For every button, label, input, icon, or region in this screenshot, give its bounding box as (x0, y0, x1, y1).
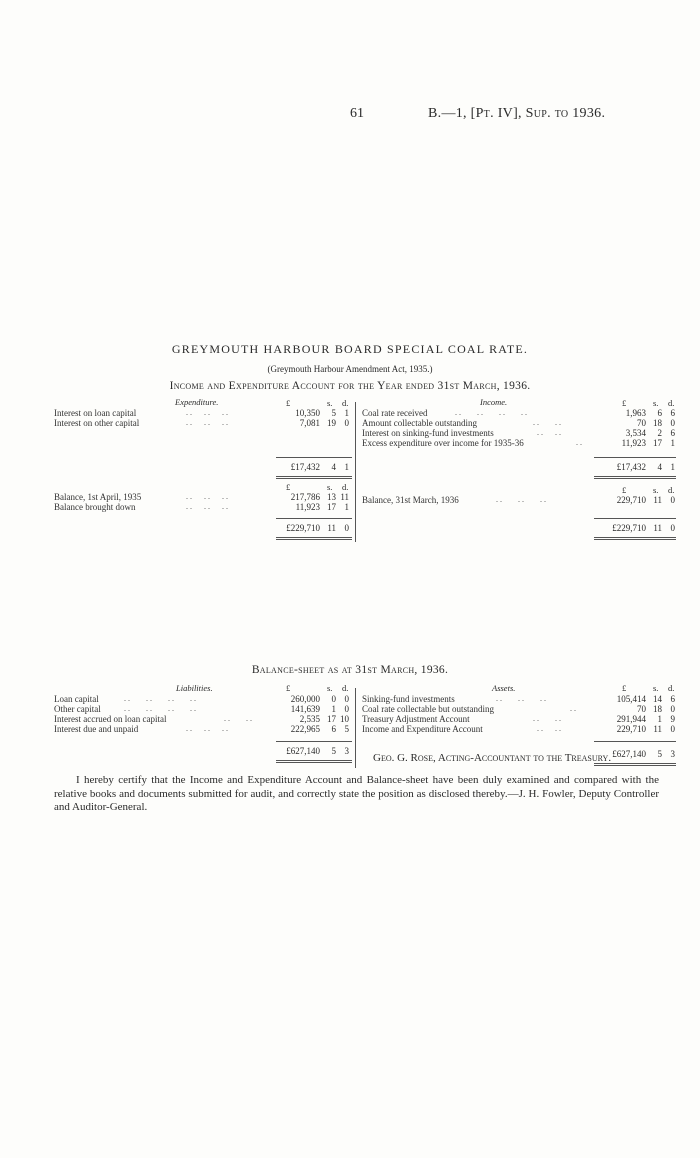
currency-head-pounds: £ (622, 683, 627, 693)
currency-head-pounds: £ (286, 398, 291, 408)
amount-pence: 6 (670, 408, 675, 418)
amount-pence: 0 (344, 418, 349, 428)
balance-right-total-pounds: £229,710 (612, 523, 646, 533)
table-row-label: Interest due and unpaid (54, 724, 139, 734)
table-row-label: Treasury Adjustment Account (362, 714, 470, 724)
currency-head-pounds: £ (622, 485, 627, 495)
amount-shillings: 2 (657, 428, 662, 438)
currency-head-shillings: s. (327, 482, 333, 492)
amount-shillings: 19 (327, 418, 336, 428)
currency-head-pence: d. (668, 398, 675, 408)
currency-head-shillings: s. (653, 485, 659, 495)
amount-pence: 0 (670, 704, 675, 714)
currency-head-pence: d. (668, 683, 675, 693)
expenditure-total-pounds: £17,432 (290, 462, 320, 472)
amount-shillings: 11 (653, 495, 662, 505)
table-row-label: Balance, 31st March, 1936 (362, 495, 459, 505)
amount-pounds: 229,710 (616, 495, 646, 505)
amount-pence: 9 (670, 714, 675, 724)
assets-total-pence: 3 (670, 749, 675, 759)
amount-pence: 0 (670, 724, 675, 734)
amount-pence: 1 (344, 408, 349, 418)
liabilities-total-pounds: £627,140 (286, 746, 320, 756)
accountant-signature: Geo. G. Rose, Acting-Accountant to the Treasury. (373, 752, 612, 764)
currency-head-pence: d. (342, 683, 349, 693)
table-row-label: Interest on loan capital (54, 408, 137, 418)
table-row-label: Loan capital (54, 694, 99, 704)
balance-right-total-shillings: 11 (653, 523, 662, 533)
amount-pounds: 1,963 (625, 408, 646, 418)
amount-pounds: 2,535 (299, 714, 320, 724)
balance-right-total-pence: 0 (670, 523, 675, 533)
page-number: 61 (350, 106, 364, 121)
table-row-label: Sinking-fund investments (362, 694, 455, 704)
table-row-label: Amount collectable outstanding (362, 418, 477, 428)
amount-pounds: 11,923 (295, 502, 320, 512)
account-heading: Income and Expenditure Account for the Year ended 31st March, 1936. (169, 380, 531, 392)
income-total-shillings: 4 (657, 462, 662, 472)
assets-total-pounds: £627,140 (612, 749, 646, 759)
amount-shillings: 6 (657, 408, 662, 418)
table-row-label: Balance brought down (54, 502, 136, 512)
amount-pence: 0 (670, 418, 675, 428)
audit-certificate: I hereby certify that the Income and Expenditure Account and Balance-sheet have been duly examined and compared with the relative books and documents submitted for audit, and correctly state the position as disclosed thereby.—J. H. Fowler, Deputy Controller and Auditor-General. (54, 774, 659, 813)
amount-pence: 0 (344, 694, 349, 704)
amount-pounds: 105,414 (616, 694, 646, 704)
amount-pounds: 222,965 (290, 724, 320, 734)
currency-head-pence: d. (342, 482, 349, 492)
currency-head-pounds: £ (286, 482, 291, 492)
liabilities-total-shillings: 5 (331, 746, 336, 756)
amount-pounds: 141,639 (290, 704, 320, 714)
expenditure-heading: Expenditure. (175, 397, 219, 407)
account-divider (355, 402, 356, 542)
amount-pence: 0 (670, 495, 675, 505)
table-row-label: Interest on other capital (54, 418, 140, 428)
amount-pounds: 10,350 (295, 408, 320, 418)
currency-head-shillings: s. (653, 683, 659, 693)
balance-left-total-shillings: 11 (327, 523, 336, 533)
amount-shillings: 17 (653, 438, 662, 448)
amount-shillings: 0 (331, 694, 336, 704)
amount-shillings: 11 (653, 724, 662, 734)
expenditure-total-shillings: 4 (331, 462, 336, 472)
currency-head-pounds: £ (622, 398, 627, 408)
amount-pounds: 11,923 (621, 438, 646, 448)
currency-head-shillings: s. (327, 398, 333, 408)
amount-pounds: 229,710 (616, 724, 646, 734)
amount-pounds: 70 (637, 704, 646, 714)
assets-total-shillings: 5 (657, 749, 662, 759)
amount-shillings: 13 (327, 492, 336, 502)
income-total-pence: 1 (670, 462, 675, 472)
assets-heading: Assets. (492, 683, 516, 693)
expenditure-total-pence: 1 (344, 462, 349, 472)
amount-pence: 10 (340, 714, 349, 724)
amount-pence: 6 (670, 694, 675, 704)
amount-shillings: 18 (653, 704, 662, 714)
currency-head-shillings: s. (327, 683, 333, 693)
amount-pounds: 291,944 (616, 714, 646, 724)
amount-shillings: 6 (331, 724, 336, 734)
amount-pence: 0 (344, 704, 349, 714)
amount-pence: 1 (670, 438, 675, 448)
currency-head-pence: d. (342, 398, 349, 408)
balance-left-total-pounds: £229,710 (286, 523, 320, 533)
amount-shillings: 5 (331, 408, 336, 418)
currency-head-shillings: s. (653, 398, 659, 408)
table-row-label: Interest accrued on loan capital (54, 714, 167, 724)
liabilities-heading: Liabilities. (176, 683, 213, 693)
currency-head-pounds: £ (286, 683, 291, 693)
amount-pence: 6 (670, 428, 675, 438)
document-subtitle: (Greymouth Harbour Amendment Act, 1935.) (267, 364, 433, 374)
document-title: GREYMOUTH HARBOUR BOARD SPECIAL COAL RATE. (171, 342, 529, 356)
balance-left-total-pence: 0 (344, 523, 349, 533)
amount-pounds: 260,000 (290, 694, 320, 704)
table-row-label: Balance, 1st April, 1935 (54, 492, 142, 502)
amount-shillings: 14 (653, 694, 662, 704)
amount-pence: 11 (340, 492, 349, 502)
balance-sheet-heading: Balance-sheet as at 31st March, 1936. (251, 664, 449, 676)
amount-pence: 5 (344, 724, 349, 734)
amount-pounds: 3,534 (625, 428, 646, 438)
table-row-label: Income and Expenditure Account (362, 724, 483, 734)
amount-shillings: 18 (653, 418, 662, 428)
table-row-label: Coal rate collectable but outstanding (362, 704, 494, 714)
page-reference: B.—1, [Pt. IV], Sup. to 1936. (428, 106, 606, 121)
amount-pence: 1 (344, 502, 349, 512)
amount-shillings: 1 (657, 714, 662, 724)
amount-shillings: 17 (327, 502, 336, 512)
amount-pounds: 7,081 (299, 418, 320, 428)
amount-pounds: 217,786 (290, 492, 320, 502)
liabilities-total-pence: 3 (344, 746, 349, 756)
income-heading: Income. (480, 397, 508, 407)
table-row-label: Interest on sinking-fund investments (362, 428, 494, 438)
table-row-label: Excess expenditure over income for 1935-36 (362, 438, 524, 448)
amount-shillings: 1 (331, 704, 336, 714)
table-row-label: Other capital (54, 704, 101, 714)
amount-shillings: 17 (327, 714, 336, 724)
income-total-pounds: £17,432 (616, 462, 646, 472)
currency-head-pence: d. (668, 485, 675, 495)
sheet-divider (355, 688, 356, 768)
table-row-label: Coal rate received (362, 408, 428, 418)
amount-pounds: 70 (637, 418, 646, 428)
